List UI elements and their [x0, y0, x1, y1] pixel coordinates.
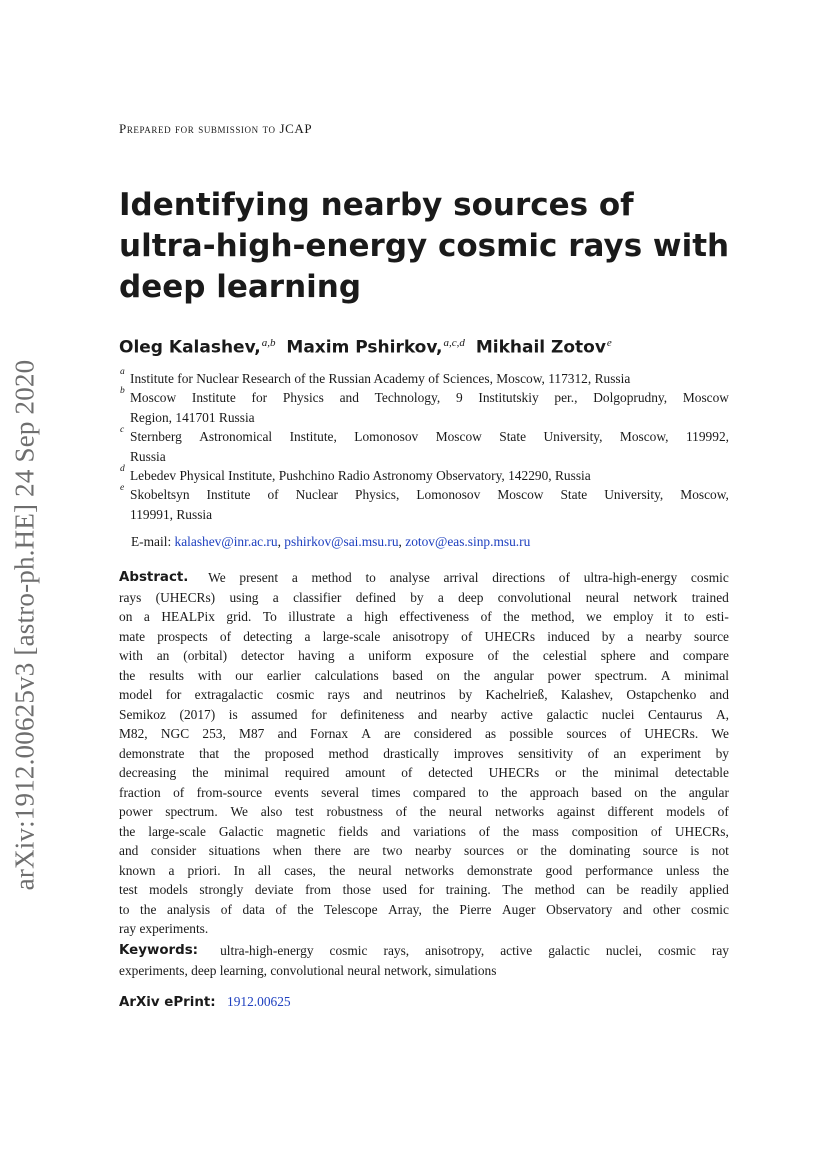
abstract-line: known a priori. In all cases, the neural networks demonstrate good performance unless the [119, 862, 729, 878]
abstract-text: ray experiments. [119, 921, 209, 936]
affiliation-item [119, 427, 729, 466]
author-name: Oleg Kalashev, [119, 337, 261, 358]
email-link[interactable]: pshirkov@sai.msu.ru [284, 534, 399, 549]
abstract-line: test models strongly deviate from those used for training. The method can be readily applied [119, 882, 729, 897]
keywords-label: Keywords: [119, 943, 199, 958]
author-name: Maxim Pshirkov, [286, 337, 443, 358]
abstract-line: model for extragalactic cosmic rays and neutrinos by Kachelrieß, Kalashev, Ostapchenko and [119, 687, 729, 702]
affiliation-line: 119991, Russia [130, 506, 213, 522]
author-affil-mark: a,c,d [443, 337, 465, 349]
abstract-line: with an (orbital) detector having a uniform exposure of the celestial sphere and compare [119, 648, 729, 663]
title-line: ultra-high-energy cosmic rays with [119, 228, 730, 264]
email-link[interactable]: zotov@eas.sinp.msu.ru [405, 534, 531, 549]
abstract-line: mate prospects of detecting a large-scale anisotropy of UHECRs induced by a nearby source [119, 628, 729, 644]
title-line: Identifying nearby sources of [119, 187, 634, 223]
affiliation-line: Moscow Institute for Physics and Technology, 9 Institutskiy per., Dolgoprudny, Moscow [130, 390, 729, 406]
abstract-line: fraction of from-source events several times compared to the approach based on the angular [119, 784, 729, 800]
affiliation-line: Russia [130, 448, 166, 464]
abstract-line: Abstract. We present a method to analyse arrival directions of ultra-high-energy cosmic [119, 568, 729, 588]
abstract-line: the results with our earlier calculations based on the angular power spectrum. A minimal [119, 667, 729, 683]
abstract-line: power spectrum. We also test robustness of the neural networks against different models of [119, 804, 729, 819]
affiliation-line: Sternberg Astronomical Institute, Lomonosov Moscow State University, Moscow, 119992, [130, 429, 729, 445]
affiliation-line: Institute for Nuclear Research of the Russian Academy of Sciences, Moscow, 117312, Russia [130, 371, 631, 386]
email-line: E-mail: kalashev@inr.ac.ru, pshirkov@sai.msu.ru, zotov@eas.sinp.msu.ru [131, 534, 531, 549]
author-list [119, 337, 617, 358]
affiliation-mark: b [120, 386, 125, 397]
keywords [119, 941, 729, 980]
abstract-line: M82, NGC 253, M87 and Fornax A are considered as possible sources of UHECRs. We [119, 726, 729, 741]
abstract-line: Semikoz (2017) is assumed for definiteness and nearby active galactic nuclei Centaurus A, [119, 706, 729, 722]
keywords-line: Keywords: ultra-high-energy cosmic rays, anisotropy, active galactic nuclei, cosmic ray [119, 941, 729, 961]
abstract-line: to the analysis of data of the Telescope Array, the Pierre Auger Observatory and other cosmic [119, 901, 729, 917]
abstract-line: on a HEALPix grid. To illustrate a high effectiveness of the method, we employ it to esti- [119, 609, 729, 624]
email-link[interactable]: kalashev@inr.ac.ru [174, 534, 278, 549]
affiliation-line: Skobeltsyn Institute of Nuclear Physics, Lomonosov Moscow State University, Moscow, [130, 487, 729, 503]
abstract-label: Abstract. [119, 570, 189, 585]
abstract [119, 568, 729, 939]
affiliation-mark: d [120, 464, 125, 475]
affiliation-list [119, 369, 729, 524]
abstract-line: the large-scale Galactic magnetic fields and variations of the mass composition of UHECRs, [119, 823, 729, 839]
affiliation-mark: c [120, 425, 125, 436]
eprint-label: ArXiv ePrint: [119, 995, 216, 1010]
abstract-line: demonstrate that the proposed method drastically improves sensitivity of an experiment by [119, 745, 729, 761]
author-affil-mark: e [606, 337, 612, 349]
affiliation-item [119, 466, 729, 485]
affiliation-line: Region, 141701 Russia [130, 409, 255, 425]
journal-header: Prepared for submission to JCAP [119, 121, 313, 136]
title-line: deep learning [119, 269, 362, 305]
affiliation-item [119, 369, 729, 388]
affiliation-item [119, 388, 729, 427]
eprint-link[interactable]: 1912.00625 [227, 994, 291, 1009]
affiliation-mark: a [120, 367, 125, 377]
affiliation-item [119, 485, 729, 524]
arxiv-sidebar [5, 355, 45, 895]
author-name: Mikhail Zotov [475, 337, 606, 358]
abstract-line: rays (UHECRs) using a classifier defined by a deep convolutional neural network trained [119, 589, 729, 605]
author-affil-mark: a,b [261, 337, 276, 349]
paper-title [119, 185, 739, 308]
abstract-line: decreasing the minimal required amount of detected UHECRs or the minimal detectable [119, 765, 729, 780]
eprint-line [119, 994, 291, 1010]
arxiv-identifier: arXiv:1912.00625v3 [astro-ph.HE] 24 Sep 2020 [9, 359, 40, 891]
affiliation-mark: e [120, 483, 125, 494]
keywords-line [119, 961, 729, 981]
email-label: E-mail: [131, 534, 172, 549]
abstract-line [119, 919, 729, 939]
affiliation-line: Lebedev Physical Institute, Pushchino Radio Astronomy Observatory, 142290, Russia [130, 468, 591, 484]
keywords-text: experiments, deep learning, convolutional neural network, simulations [119, 962, 497, 978]
abstract-line: and consider situations when there are two nearby sources or the dominating source is not [119, 843, 729, 858]
